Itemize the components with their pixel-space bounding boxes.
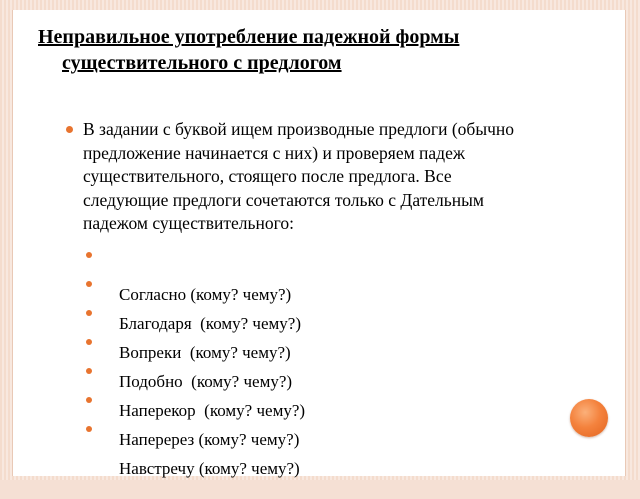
list-item (86, 390, 305, 449)
list-item-text: Благодаря (кому? чему?) (119, 314, 301, 333)
list-item-text: Вопреки (кому? чему?) (119, 343, 291, 362)
list-item-text: Подобно (кому? чему?) (119, 372, 293, 391)
main-paragraph: В задании с буквой ищем производные предлоги (обычно предложение начинается с них) и проверяем падеж существительного, стоящего после предлога. Все следующие предлоги сочетаются только с Дательным падежом существительного: (83, 119, 515, 233)
list-item-text: Наперерез (кому? чему?) (119, 430, 300, 449)
list-item (86, 332, 305, 391)
list-item (86, 419, 305, 478)
bullet-icon (86, 397, 92, 403)
list-item-text: Согласно (кому? чему?) (119, 285, 292, 304)
list-item (86, 361, 306, 420)
main-bullet-icon (66, 126, 73, 133)
list-item (86, 303, 305, 362)
bullet-icon (86, 368, 92, 374)
orange-circle-icon (570, 399, 608, 437)
list-item (86, 245, 305, 304)
list-item-text: Навстречу (кому? чему?) (119, 459, 300, 478)
list-item (86, 274, 305, 333)
slide-title (38, 24, 598, 76)
title-line-1: Неправильное употребление падежной формы (38, 26, 460, 48)
bullet-icon (86, 426, 92, 432)
bullet-icon (86, 339, 92, 345)
preposition-list (86, 245, 306, 478)
bullet-icon (86, 310, 92, 316)
list-item-text: Наперекор (кому? чему?) (119, 401, 306, 420)
bullet-icon (86, 252, 92, 258)
bullet-icon (86, 281, 92, 287)
title-line-2: существительного с предлогом (62, 52, 342, 74)
